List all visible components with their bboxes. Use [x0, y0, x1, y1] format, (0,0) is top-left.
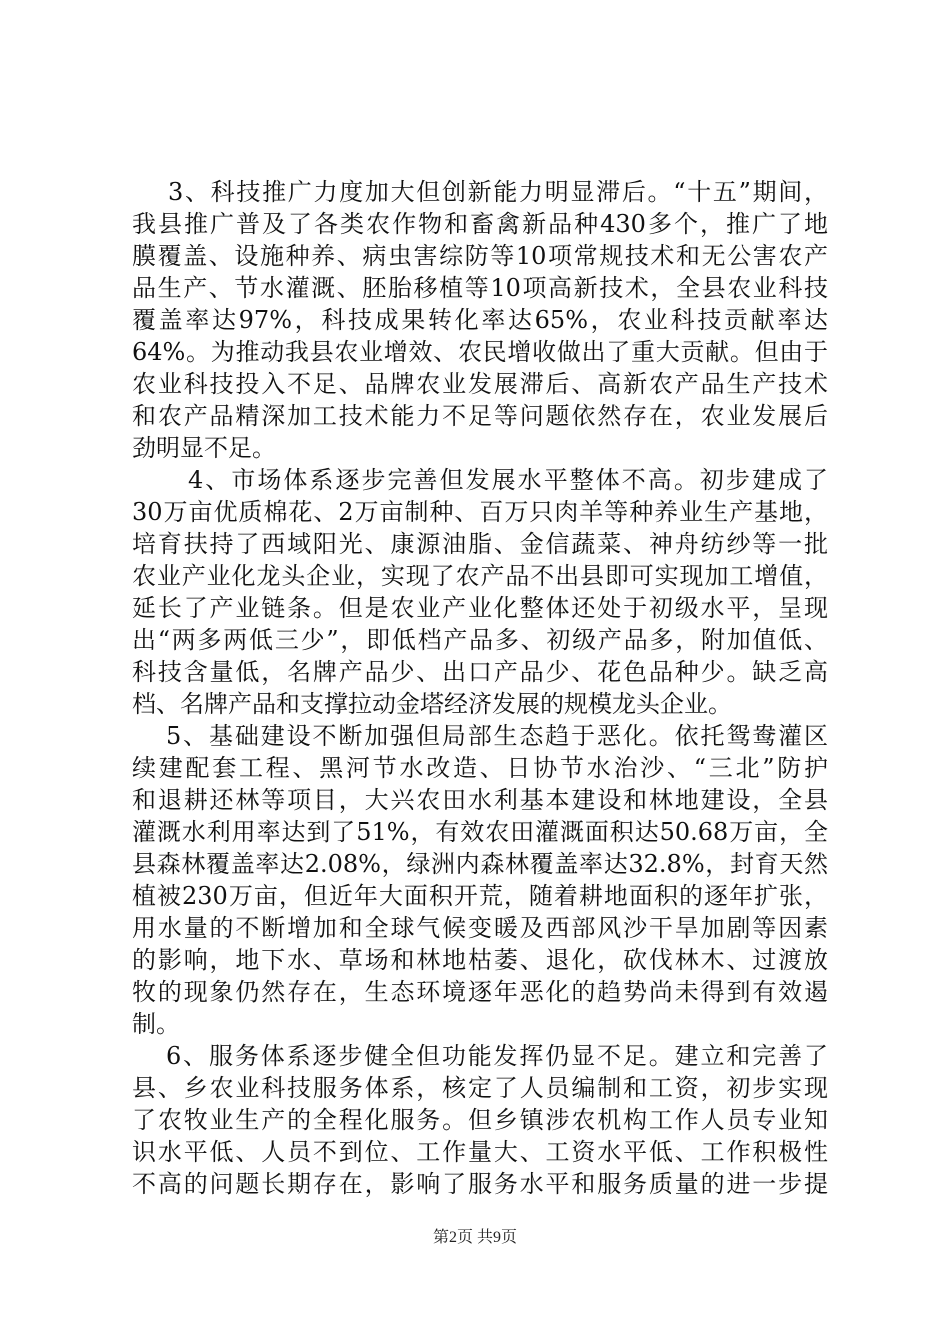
paragraph-line: 续建配套工程、黑河节水改造、日协节水治沙、“三北”防护 [132, 754, 828, 782]
paragraph-line: 了农牧业生产的全程化服务。但乡镇涉农机构工作人员专业知 [132, 1106, 828, 1134]
paragraph-line: 农业产业化龙头企业，实现了农产品不出县即可实现加工增值， [132, 562, 828, 590]
paragraph-line: 我县推广普及了各类农作物和畜禽新品种430多个，推广了地 [132, 210, 828, 238]
paragraph-line: 延长了产业链条。但是农业产业化整体还处于初级水平，呈现 [132, 594, 828, 622]
paragraph-service-system [132, 1040, 828, 1200]
paragraph-line: 出“两多两低三少”，即低档产品多、初级产品多，附加值低、 [132, 626, 828, 654]
paragraph-infrastructure [132, 720, 828, 1040]
paragraph-line: 县、乡农业科技服务体系，核定了人员编制和工资，初步实现 [132, 1074, 828, 1102]
paragraph-line: 和农产品精深加工技术能力不足等问题依然存在，农业发展后 [132, 402, 828, 430]
paragraph-line: 6、服务体系逐步健全但功能发挥仍显不足。建立和完善了 [166, 1042, 828, 1070]
paragraph-line: 5、基础建设不断加强但局部生态趋于恶化。依托鸳鸯灌区 [166, 722, 828, 750]
paragraph-line: 品生产、节水灌溉、胚胎移植等10项高新技术，全县农业科技 [132, 274, 828, 302]
page-number-label: 第2页 共9页 [432, 1229, 517, 1246]
paragraph-line: 和退耕还林等项目，大兴农田水利基本建设和林地建设，全县 [132, 786, 828, 814]
paragraph-tech-promotion [132, 176, 828, 464]
paragraph-market-system [132, 464, 828, 720]
paragraph-line: 的影响，地下水、草场和林地枯萎、退化，砍伐林木、过渡放 [132, 946, 828, 974]
document-body [132, 176, 828, 1200]
paragraph-line: 牧的现象仍然存在，生态环境逐年恶化的趋势尚未得到有效遏 [132, 978, 828, 1006]
paragraph-line: 30万亩优质棉花、2万亩制种、百万只肉羊等种养业生产基地， [132, 498, 828, 526]
paragraph-line: 灌溉水利用率达到了51%，有效农田灌溉面积达50.68万亩，全 [132, 818, 828, 846]
paragraph-line: 覆盖率达97%，科技成果转化率达65%，农业科技贡献率达 [132, 306, 828, 334]
paragraph-line: 培育扶持了西域阳光、康源油脂、金信蔬菜、神舟纺纱等一批 [132, 530, 828, 558]
paragraph-line: 不高的问题长期存在，影响了服务水平和服务质量的进一步提 [132, 1170, 828, 1198]
page-footer [0, 1228, 950, 1248]
paragraph-line: 农业科技投入不足、品牌农业发展滞后、高新农产品生产技术 [132, 370, 828, 398]
paragraph-line: 劲明显不足。 [132, 434, 276, 462]
paragraph-line: 档、名牌产品和支撑拉动金塔经济发展的规模龙头企业。 [132, 690, 732, 718]
paragraph-line: 4、市场体系逐步完善但发展水平整体不高。初步建成了 [188, 466, 828, 494]
paragraph-line: 膜覆盖、设施种养、病虫害综防等10项常规技术和无公害农产 [132, 242, 828, 270]
paragraph-line: 用水量的不断增加和全球气候变暖及西部风沙干旱加剧等因素 [132, 914, 828, 942]
paragraph-line: 县森林覆盖率达2.08%，绿洲内森林覆盖率达32.8%，封育天然 [132, 850, 828, 878]
paragraph-line: 64%。为推动我县农业增效、农民增收做出了重大贡献。但由于 [132, 338, 828, 366]
paragraph-line: 识水平低、人员不到位、工作量大、工资水平低、工作积极性 [132, 1138, 828, 1166]
paragraph-line: 制。 [132, 1010, 180, 1038]
paragraph-line: 植被230万亩，但近年大面积开荒，随着耕地面积的逐年扩张， [132, 882, 828, 910]
paragraph-line: 3、科技推广力度加大但创新能力明显滞后。“十五”期间， [168, 178, 828, 206]
paragraph-line: 科技含量低，名牌产品少、出口产品少、花色品种少。缺乏高 [132, 658, 828, 686]
